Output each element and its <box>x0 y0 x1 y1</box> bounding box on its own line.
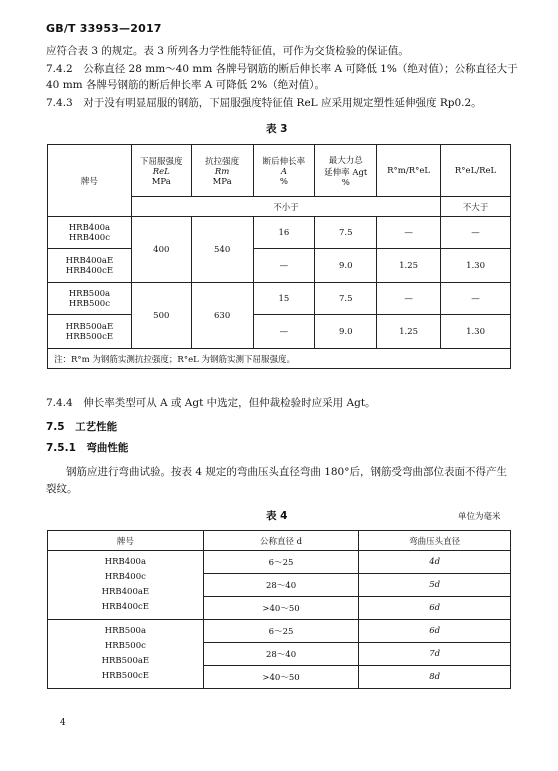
doc-header: GB/T 33953—2017 <box>46 22 162 35</box>
col-rel: 下屈服强度 ReL MPa <box>131 145 191 197</box>
not-less-label: 不小于 <box>131 197 440 217</box>
table-4 <box>47 530 511 689</box>
table-row: HRB500a HRB500c 500 630 15 7.5 — — <box>48 283 511 315</box>
table-row: 28～40 5d <box>48 574 511 597</box>
paragraph-bend-cont: 裂纹。 <box>46 483 78 495</box>
table-row: >40～50 8d <box>48 666 511 689</box>
paragraph: 应符合表 3 的规定。表 3 所列各力学性能特征值，可作为交货检验的保证值。 <box>46 45 409 57</box>
col-rm: 抗拉强度 Rm MPa <box>191 145 253 197</box>
section-7-5-1: 7.5.1 弯曲性能 <box>46 442 129 454</box>
section-7-5: 7.5 工艺性能 <box>46 421 118 433</box>
clause-7-4-4: 7.4.4 伸长率类型可从 A 或 Agt 中选定，但仲裁检验时应采用 Agt。 <box>46 397 376 409</box>
col-grade: 牌号 <box>48 531 204 551</box>
clause-7-4-3: 7.4.3 对于没有明显屈服的钢筋，下屈服强度特征值 ReL 应采用规定塑性延伸强度 Rp0.2。 <box>46 97 482 109</box>
table3-note: 注：R°m 为钢筋实测抗拉强度；R°eL 为钢筋实测下屈服强度。 <box>48 349 511 369</box>
table-row: >40～50 6d <box>48 597 511 620</box>
col-mandrel: 弯曲压头直径 <box>359 531 511 551</box>
clause-7-4-2: 7.4.2 公称直径 28 mm～40 mm 各牌号钢筋的断后伸长率 A 可降低 1%（绝对值）；公称直径大于 <box>46 63 518 75</box>
table-row: HRB400aE HRB400cE — 9.0 1.25 1.30 <box>48 249 511 283</box>
paragraph-bend: 钢筋应进行弯曲试验。按表 4 规定的弯曲压头直径弯曲 180°后，钢筋受弯曲部位表面不得产生 <box>66 466 507 478</box>
table-row: 28～40 7d <box>48 643 511 666</box>
col-ratio2: R°eL/ReL <box>441 145 511 197</box>
table-3 <box>47 144 511 369</box>
clause-7-4-2-cont: 40 mm 各牌号钢筋的断后伸长率 A 可降低 2%（绝对值）。 <box>46 79 325 91</box>
table-row: HRB400a HRB400c HRB400aE HRB400cE 6～25 4d <box>48 551 511 574</box>
table-row: HRB500aE HRB500cE — 9.0 1.25 1.30 <box>48 315 511 349</box>
col-grade: 牌号 <box>48 145 132 217</box>
table4-title: 表 4 <box>266 510 288 522</box>
not-more-label: 不大于 <box>441 197 511 217</box>
col-diameter: 公称直径 d <box>203 531 359 551</box>
page-number: 4 <box>60 718 66 728</box>
col-a: 断后伸长率 A % <box>253 145 315 197</box>
col-agt: 最大力总 延伸率 Agt % <box>315 145 377 197</box>
table-row: HRB500a HRB500c HRB500aE HRB500cE 6～25 6d <box>48 620 511 643</box>
table-row: HRB400a HRB400c 400 540 16 7.5 — — <box>48 217 511 249</box>
table4-unit: 单位为毫米 <box>458 512 501 522</box>
table3-title: 表 3 <box>266 123 288 135</box>
col-ratio1: R°m/R°eL <box>377 145 441 197</box>
